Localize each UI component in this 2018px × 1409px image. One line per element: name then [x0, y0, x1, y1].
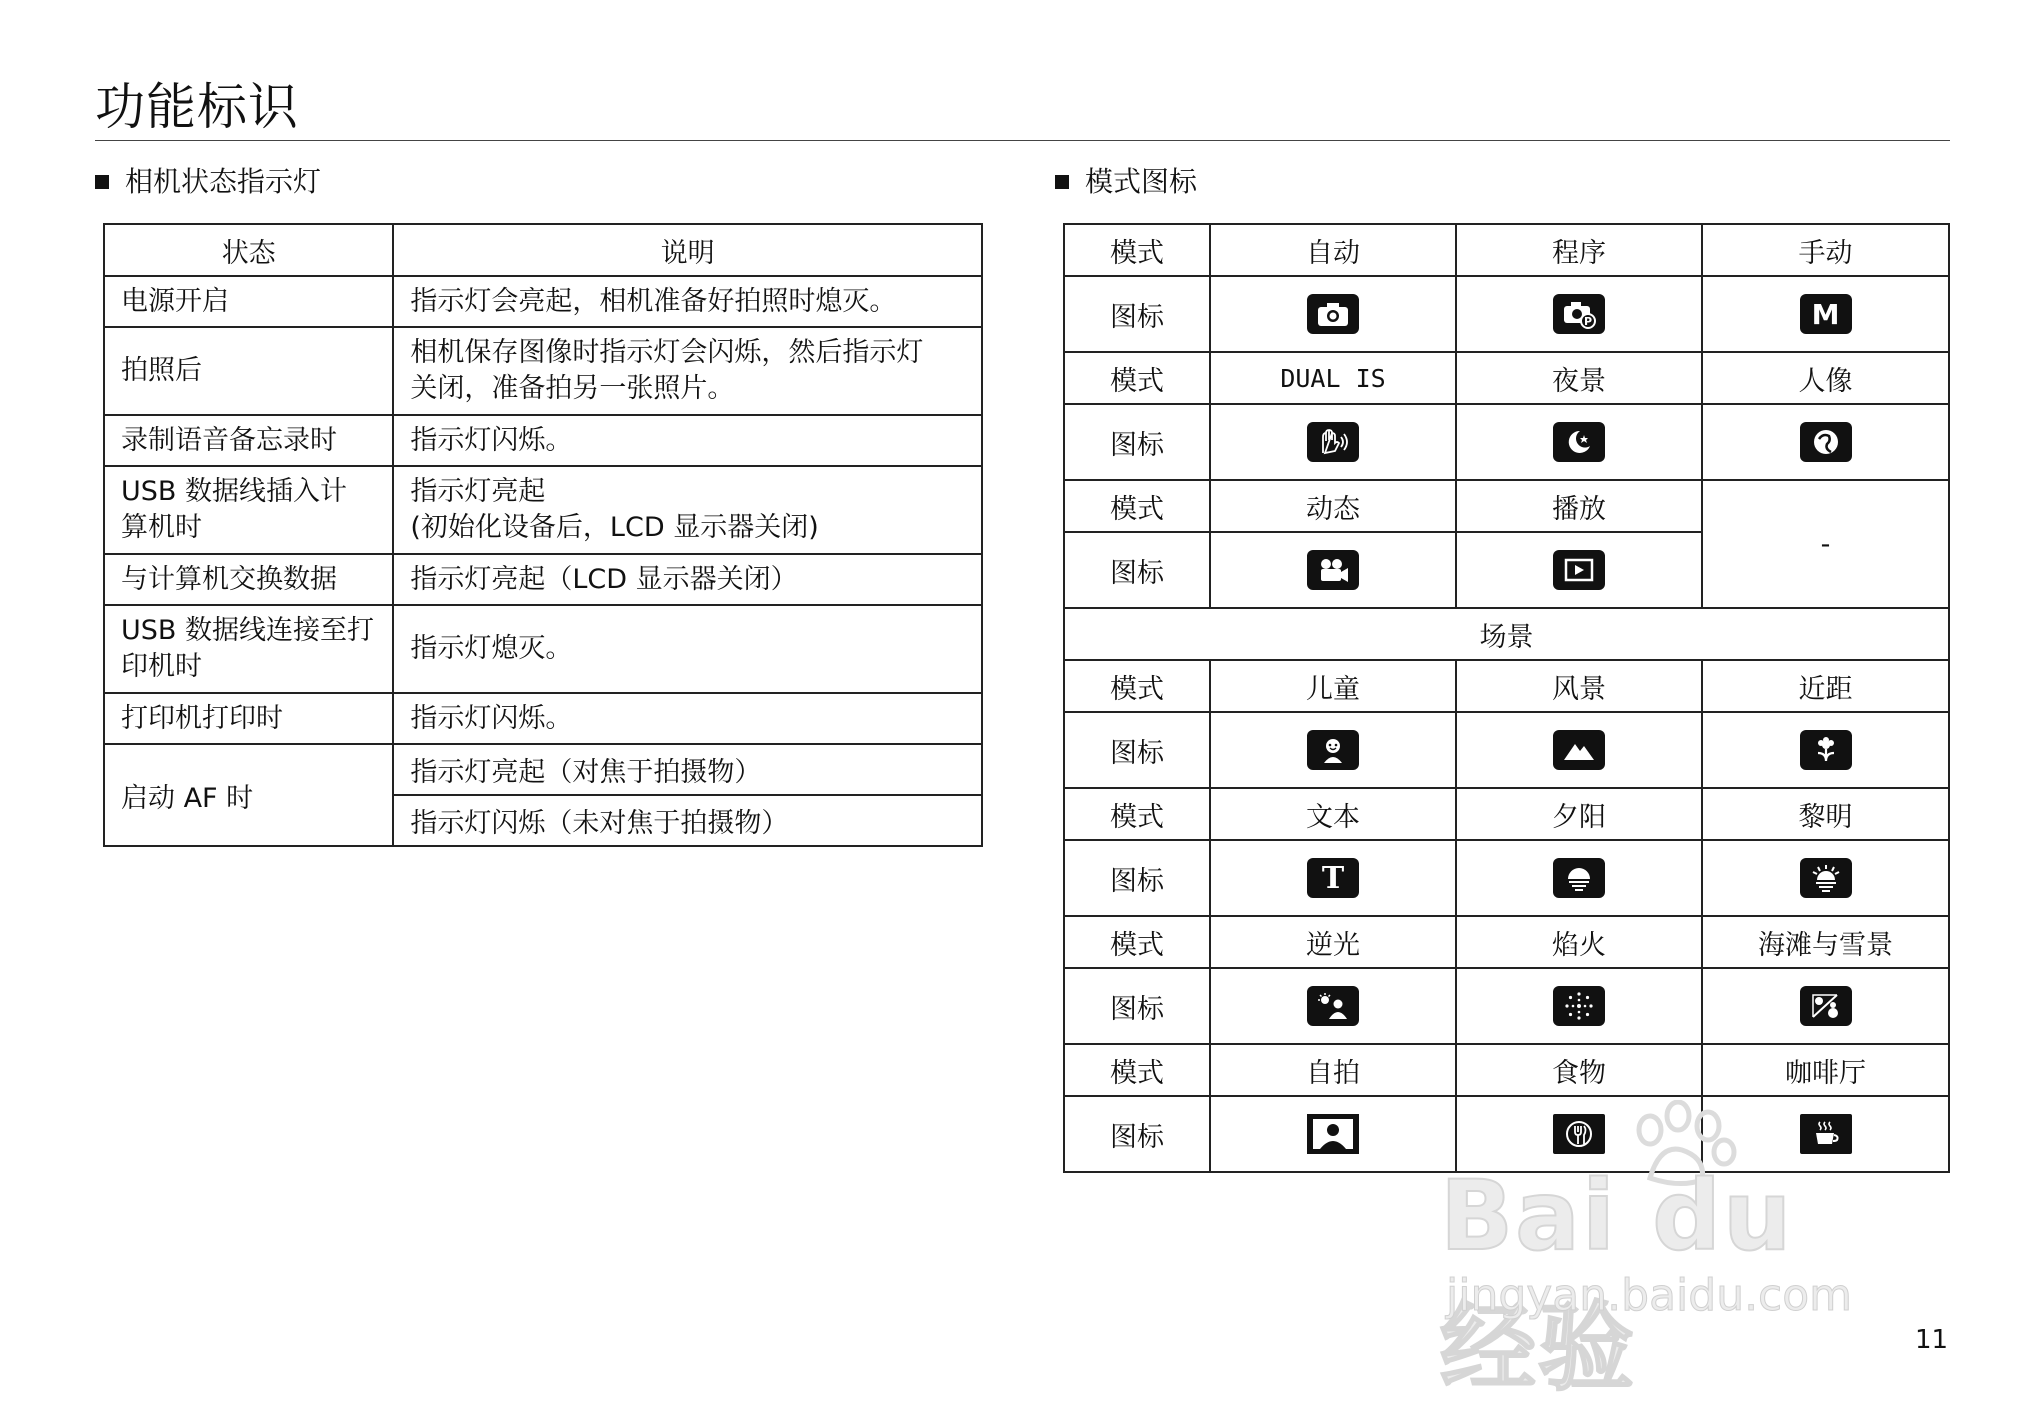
mode-name: 手动: [1702, 224, 1949, 276]
icon-cell: [1702, 712, 1949, 788]
icon-row: [1064, 276, 1949, 352]
description-cell: 相机保存图像时指示灯会闪烁，然后指示灯 关闭，准备拍另一张照片。: [393, 327, 982, 415]
mode-name: 播放: [1456, 480, 1702, 532]
page-title: 功能标识: [95, 78, 299, 136]
manual-mode-icon: M: [1800, 294, 1852, 334]
icon-cell: [1210, 404, 1456, 480]
icon-cell: [1456, 840, 1702, 916]
mode-name: 动态: [1210, 480, 1456, 532]
watermark-brand: Bai du 经验: [1440, 1160, 1794, 1404]
mode-row: [1064, 788, 1949, 840]
square-bullet-icon: [1055, 175, 1069, 189]
icon-cell: [1210, 712, 1456, 788]
icon-cell: [1702, 1096, 1949, 1172]
icon-row: [1064, 1096, 1949, 1172]
description-cell: 指示灯亮起（LCD 显示器关闭）: [393, 554, 982, 605]
icon-cell: [1456, 968, 1702, 1044]
mode-row: [1064, 660, 1949, 712]
svg-text:P: P: [1583, 315, 1593, 328]
mode-name: 自动: [1210, 224, 1456, 276]
mode-name: 风景: [1456, 660, 1702, 712]
night-scene-icon: [1553, 422, 1605, 462]
mode-name: 焰火: [1456, 916, 1702, 968]
icon-cell: [1456, 276, 1702, 352]
portrait-icon: [1800, 422, 1852, 462]
icon-cell: [1210, 840, 1456, 916]
watermark-url: jingyan.baidu.com: [1446, 1270, 1853, 1321]
mode-name: 儿童: [1210, 660, 1456, 712]
children-icon: [1307, 730, 1359, 770]
mode-section-label: 模式图标: [1085, 165, 1198, 198]
mode-name: 文本: [1210, 788, 1456, 840]
icon-label: 图标: [1064, 404, 1210, 480]
mode-row: [1064, 224, 1949, 276]
description-cell: 指示灯闪烁（未对焦于拍摄物）: [393, 795, 982, 846]
mode-name: 逆光: [1210, 916, 1456, 968]
table-row: [104, 276, 982, 327]
icon-cell: [1210, 1096, 1456, 1172]
status-section-label: 相机状态指示灯: [125, 165, 322, 198]
table-row: [104, 327, 982, 415]
status-cell: 电源开启: [104, 276, 393, 327]
mode-name: 夜景: [1456, 352, 1702, 404]
firework-icon: [1553, 986, 1605, 1026]
mode-label: 模式: [1064, 660, 1210, 712]
icon-label: 图标: [1064, 968, 1210, 1044]
mode-name: 人像: [1702, 352, 1949, 404]
mode-name: 近距: [1702, 660, 1949, 712]
icon-label: 图标: [1064, 712, 1210, 788]
mode-name: 夕阳: [1456, 788, 1702, 840]
program-mode-icon: [1553, 294, 1605, 334]
mode-name: 黎明: [1702, 788, 1949, 840]
icon-cell: [1702, 840, 1949, 916]
self-shot-icon: [1307, 1114, 1359, 1154]
icon-cell: [1456, 532, 1702, 608]
mode-label: 模式: [1064, 224, 1210, 276]
description-cell: 指示灯闪烁。: [393, 693, 982, 744]
status-cell: 录制语音备忘录时: [104, 415, 393, 466]
description-cell: 指示灯亮起 (初始化设备后，LCD 显示器关闭): [393, 466, 982, 554]
table-row: [104, 415, 982, 466]
mode-row: [1064, 1044, 1949, 1096]
food-icon: [1553, 1114, 1605, 1154]
page-number: 11: [1915, 1325, 1949, 1355]
icon-cell: [1702, 404, 1949, 480]
landscape-icon: [1553, 730, 1605, 770]
playback-icon: [1553, 550, 1605, 590]
icon-cell: [1702, 968, 1949, 1044]
header-status: 状态: [104, 224, 393, 276]
icon-cell: [1456, 712, 1702, 788]
header-description: 说明: [393, 224, 982, 276]
mode-label: 模式: [1064, 916, 1210, 968]
mode-icon-table: [1063, 223, 1950, 1173]
table-row: [104, 693, 982, 744]
scene-header-row: [1064, 608, 1949, 660]
icon-row: [1064, 404, 1949, 480]
icon-label: 图标: [1064, 276, 1210, 352]
icon-cell: [1702, 276, 1949, 352]
mode-name: 食物: [1456, 1044, 1702, 1096]
status-section-heading: [95, 165, 321, 199]
backlight-icon: [1307, 986, 1359, 1026]
icon-cell: [1456, 1096, 1702, 1172]
description-cell: 指示灯亮起（对焦于拍摄物）: [393, 744, 982, 795]
dawn-icon: [1800, 858, 1852, 898]
mode-name: 海滩与雪景: [1702, 916, 1949, 968]
status-cell: 拍照后: [104, 327, 393, 415]
scene-header: 场景: [1064, 608, 1949, 660]
status-indicator-table: [103, 223, 983, 847]
mode-label: 模式: [1064, 480, 1210, 532]
icon-row: [1064, 968, 1949, 1044]
status-cell: USB 数据线插入计 算机时: [104, 466, 393, 554]
mode-section-heading: [1055, 165, 1197, 199]
sunset-icon: [1553, 858, 1605, 898]
table-row: [104, 605, 982, 693]
description-cell: 指示灯会亮起，相机准备好拍照时熄灭。: [393, 276, 982, 327]
icon-label: 图标: [1064, 1096, 1210, 1172]
icon-cell: [1210, 968, 1456, 1044]
mode-name: DUAL IS: [1210, 352, 1456, 404]
mode-name: 咖啡厅: [1702, 1044, 1949, 1096]
movie-icon: [1307, 550, 1359, 590]
text-icon: T: [1307, 858, 1359, 898]
table-header-row: [104, 224, 982, 276]
mode-name: 程序: [1456, 224, 1702, 276]
table-row: [104, 466, 982, 554]
dual-is-icon: [1307, 422, 1359, 462]
mode-row: [1064, 480, 1949, 532]
mode-label: 模式: [1064, 788, 1210, 840]
table-row: [104, 554, 982, 605]
icon-cell: [1456, 404, 1702, 480]
title-divider: [95, 140, 1950, 141]
square-bullet-icon: [95, 175, 109, 189]
mode-name: 自拍: [1210, 1044, 1456, 1096]
beach-snow-icon: [1800, 986, 1852, 1026]
status-cell: 打印机打印时: [104, 693, 393, 744]
cafe-icon: [1800, 1114, 1852, 1154]
mode-row: [1064, 352, 1949, 404]
status-cell: 与计算机交换数据: [104, 554, 393, 605]
icon-label: 图标: [1064, 840, 1210, 916]
mode-label: 模式: [1064, 1044, 1210, 1096]
close-up-icon: [1800, 730, 1852, 770]
description-cell: 指示灯闪烁。: [393, 415, 982, 466]
status-cell-af: 启动 AF 时: [104, 744, 393, 846]
description-cell: 指示灯熄灭。: [393, 605, 982, 693]
icon-row: [1064, 712, 1949, 788]
mode-row: [1064, 916, 1949, 968]
icon-cell: [1210, 532, 1456, 608]
icon-label: 图标: [1064, 532, 1210, 608]
empty-cell-dash: -: [1702, 480, 1949, 608]
camera-auto-icon: [1307, 294, 1359, 334]
mode-label: 模式: [1064, 352, 1210, 404]
table-row: [104, 744, 982, 795]
icon-row: [1064, 840, 1949, 916]
status-cell: USB 数据线连接至打 印机时: [104, 605, 393, 693]
icon-cell: [1210, 276, 1456, 352]
